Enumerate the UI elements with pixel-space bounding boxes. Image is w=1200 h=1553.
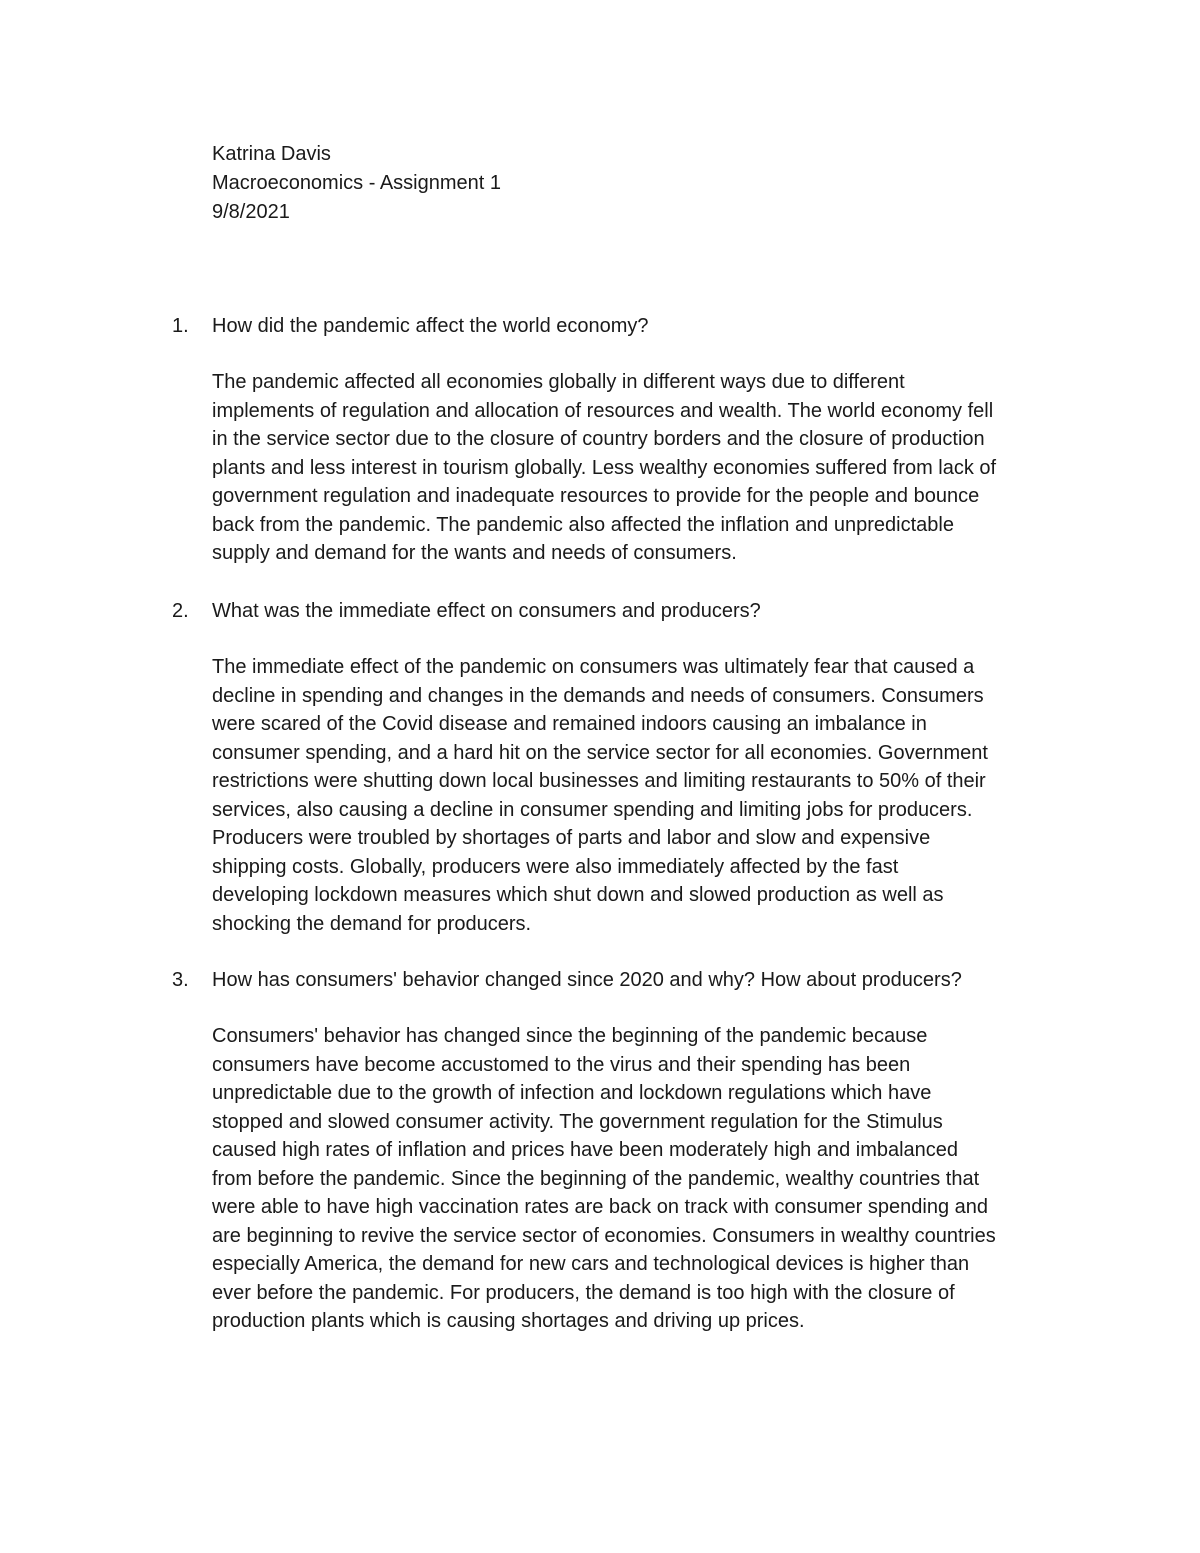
answer-line: Consumers' behavior has changed since the beginning of the pandemic because bbox=[212, 1025, 928, 1047]
answer-line: in the service sector due to the closure of country borders and the closure of production bbox=[212, 428, 985, 450]
answer-line: production plants which is causing shortages and driving up prices. bbox=[212, 1310, 805, 1332]
answer-line: were scared of the Covid disease and remained indoors causing an imbalance in bbox=[212, 713, 927, 735]
answer-line: caused high rates of inflation and prices have been moderately high and imbalanced bbox=[212, 1139, 959, 1161]
answer-line: ever before the pandemic. For producers, the demand is too high with the closure of bbox=[212, 1281, 955, 1304]
question-text: What was the immediate effect on consumers and producers? bbox=[212, 600, 761, 622]
answer-1 bbox=[212, 368, 1082, 568]
assignment-date: 9/8/2021 bbox=[212, 201, 290, 223]
answer-line: especially America, the demand for new cars and technological devices is higher than bbox=[212, 1253, 970, 1275]
question-block-3 bbox=[172, 966, 1072, 1336]
course-title: Macroeconomics - Assignment 1 bbox=[212, 172, 502, 194]
answer-line: The pandemic affected all economies globally in different ways due to different bbox=[212, 371, 905, 393]
question-text: How has consumers' behavior changed since 2020 and why? How about producers? bbox=[212, 969, 962, 991]
answer-line: developing lockdown measures which shut down and slowed production as well as bbox=[212, 884, 944, 906]
answer-line: The immediate effect of the pandemic on consumers was ultimately fear that caused a bbox=[212, 656, 975, 678]
answer-line: consumer spending, and a hard hit on the service sector for all economies. Government bbox=[212, 741, 988, 764]
answer-line: from before the pandemic. Since the beginning of the pandemic, wealthy countries that bbox=[212, 1167, 980, 1190]
question-2 bbox=[172, 597, 1072, 626]
answer-line: shocking the demand for producers. bbox=[212, 912, 532, 935]
question-block-2 bbox=[172, 597, 1072, 938]
answer-line: government regulation and inadequate resources to provide for the people and bounce bbox=[212, 485, 980, 507]
question-block-1 bbox=[172, 312, 1072, 568]
question-3 bbox=[172, 966, 1072, 995]
question-1 bbox=[172, 312, 1072, 341]
answer-line: consumers have become accustomed to the virus and their spending has been bbox=[212, 1053, 911, 1076]
answer-line: shipping costs. Globally, producers were also immediately affected by the fast bbox=[212, 855, 899, 878]
question-number: 2. bbox=[172, 600, 189, 622]
answer-line: unpredictable due to the growth of infection and lockdown regulations which have bbox=[212, 1082, 932, 1104]
answer-line: restrictions were shutting down local businesses and limiting restaurants to 50% of their bbox=[212, 770, 986, 792]
question-number: 1. bbox=[172, 315, 189, 337]
answer-2 bbox=[212, 653, 1082, 938]
answer-3 bbox=[212, 1022, 1082, 1336]
question-text: How did the pandemic affect the world economy? bbox=[212, 315, 649, 337]
author-name: Katrina Davis bbox=[212, 143, 331, 165]
answer-line: plants and less interest in tourism globally. Less wealthy economies suffered from lack of bbox=[212, 456, 997, 479]
question-number: 3. bbox=[172, 969, 189, 991]
answer-line: back from the pandemic. The pandemic also affected the inflation and unpredictable bbox=[212, 513, 954, 536]
answer-line: decline in spending and changes in the demands and needs of consumers. Consumers bbox=[212, 684, 984, 707]
answer-line: supply and demand for the wants and needs of consumers. bbox=[212, 542, 737, 564]
document-header bbox=[212, 140, 501, 227]
answer-line: implements of regulation and allocation of resources and wealth. The world economy fell bbox=[212, 399, 994, 422]
answer-line: are beginning to revive the service sector of economies. Consumers in wealthy countries bbox=[212, 1224, 996, 1247]
answer-line: Producers were troubled by shortages of parts and labor and slow and expensive bbox=[212, 827, 931, 849]
answer-line: stopped and slowed consumer activity. The government regulation for the Stimulus bbox=[212, 1110, 943, 1133]
answer-line: services, also causing a decline in consumer spending and limiting jobs for producers. bbox=[212, 798, 973, 821]
answer-line: were able to have high vaccination rates are back on track with consumer spending and bbox=[212, 1196, 989, 1218]
